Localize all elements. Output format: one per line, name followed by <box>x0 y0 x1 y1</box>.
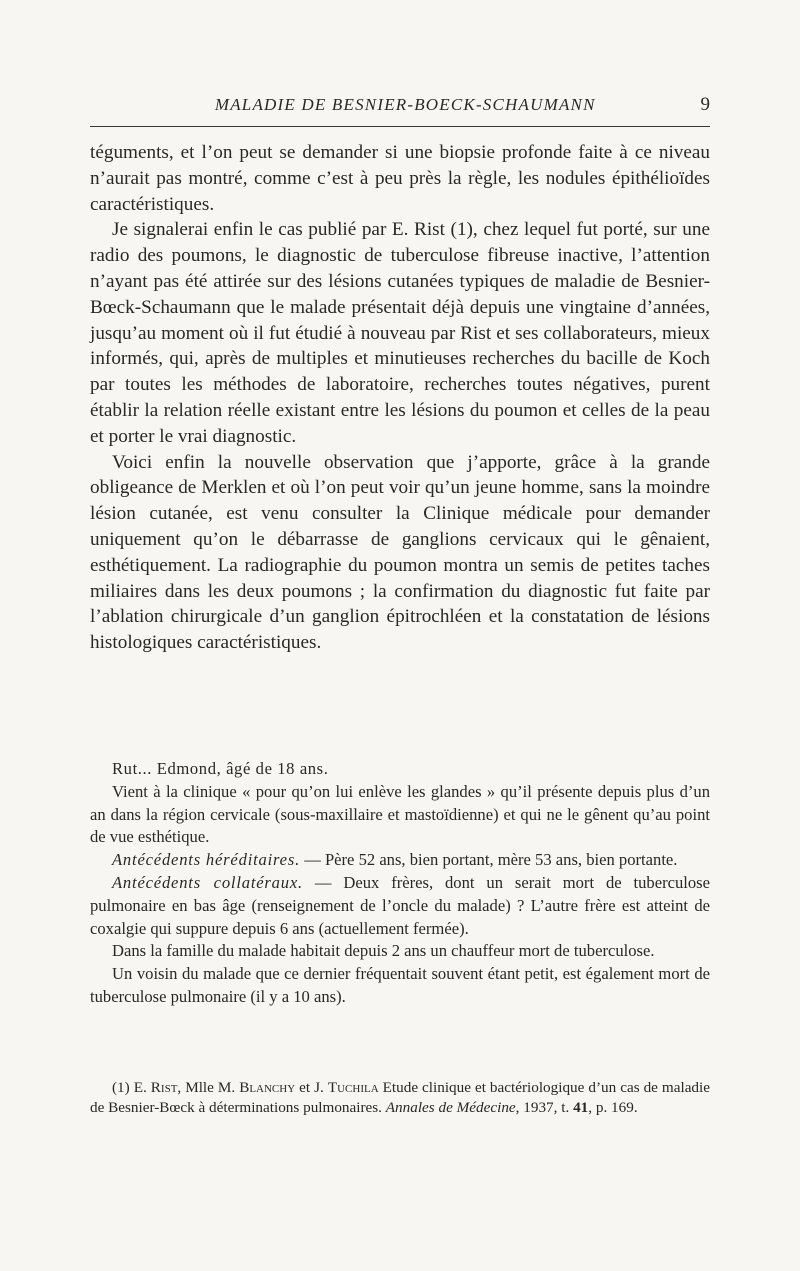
collateral-heading: Antécédents collatéraux. <box>112 872 303 892</box>
footnote-volume: 41 <box>573 1099 589 1116</box>
page-number: 9 <box>700 94 710 115</box>
header-rule <box>90 126 710 127</box>
case-report <box>90 758 710 1009</box>
footnote-separator: et J. <box>295 1079 328 1096</box>
footnote-author-rist: Rist <box>150 1079 178 1096</box>
footnote-year: , 1937, t. <box>515 1099 574 1116</box>
footnote-journal: Annales de Médecine <box>385 1099 516 1116</box>
case-hereditary <box>90 849 710 872</box>
hereditary-text: — Père 52 ans, bien portant, mère 53 ans, bien portante. <box>300 850 678 870</box>
collateral-text: — Deux frères, dont un serait mort de tuberculose pulmonaire en bas âge (renseignement de l’oncle du malade) ? L’autre frère est atteint de coxalgie qui suppure depuis 6 ans (actuellement fermée). <box>90 872 710 938</box>
footnote-author-blanchy: Blanchy <box>239 1079 296 1096</box>
case-neighbor: Un voisin du malade que ce dernier fréquentait souvent étant petit, est également mort de tuberculose pulmonaire (il y a 10 ans). <box>90 964 710 1006</box>
footnote-marker: (1) E. <box>112 1079 151 1096</box>
main-text <box>90 140 710 656</box>
footnote-author-tuchila: Tuchila <box>327 1079 379 1096</box>
footnote-separator: , Mlle M. <box>177 1079 240 1096</box>
footnote <box>90 1078 710 1118</box>
case-collateral <box>90 872 710 940</box>
paragraph-new-observation: Voici enfin la nouvelle observation que j’apporte, grâce à la grande obligeance de Merklen et où l’on peut voir qu’un jeune homme, sans la moindre lésion cutanée, est venu consulter la Clinique médicale pour demander uniquement qu’on le débarrasse de ganglions cervicaux qui le gênaient, esthétiquement. La radiographie du poumon montra un semis de petites taches miliaires dans les deux poumons ; la confirmation du diagnostic fut faite par l’ablation chirurgicale d’un ganglion épitrochléen et la constatation de lésions histologiques caractéristiques. <box>90 451 710 654</box>
case-visit-reason: Vient à la clinique « pour qu’on lui enlève les glandes » qu’il présente depuis plus d’un an dans la région cervicale (sous-maxillaire et mastoïdienne) et qui ne le gênent qu’au point de vue esthétique. <box>90 781 710 847</box>
case-patient: Rut... Edmond, âgé de 18 ans. <box>112 759 329 778</box>
running-title: MALADIE DE BESNIER-BOECK-SCHAUMANN <box>214 95 596 114</box>
footnote-reference <box>90 1078 710 1118</box>
case-family: Dans la famille du malade habitait depuis 2 ans un chauffeur mort de tuberculose. <box>112 941 655 961</box>
hereditary-heading: Antécédents héréditaires. <box>112 850 301 870</box>
footnote-pages: , p. 169. <box>588 1099 638 1116</box>
running-head <box>90 94 710 116</box>
paragraph-rist-case: Je signalerai enfin le cas publié par E. Rist (1), chez lequel fut porté, sur une radio des poumons, le diagnostic de tuberculose fibreuse inactive, l’attention n’ayant pas été attirée sur des lésions cutanées typiques de maladie de Besnier-Bœck-Schaumann que le malade présentait déjà depuis une vingtaine d’années, jusqu’au moment où il fut étudié à nouveau par Rist et ses collaborateurs, mieux informés, qui, après de multiples et minutieuses recherches du bacille de Koch par toutes les méthodes de laboratoire, recherches toutes négatives, purent établir la relation réelle existant entre les lésions du poumon et celles de la peau et porter le vrai diagnostic. <box>90 219 710 447</box>
footnote-title: Etude clinique et bactériologique d’un cas de maladie de Besnier-Bœck à déterminations pulmonaires. <box>90 1079 710 1116</box>
paragraph-continuation: téguments, et l’on peut se demander si une biopsie profonde faite à ce niveau n’aurait pas montré, comme c’est à peu près la règle, les nodules épithélioïdes caractéristiques. <box>90 142 710 215</box>
